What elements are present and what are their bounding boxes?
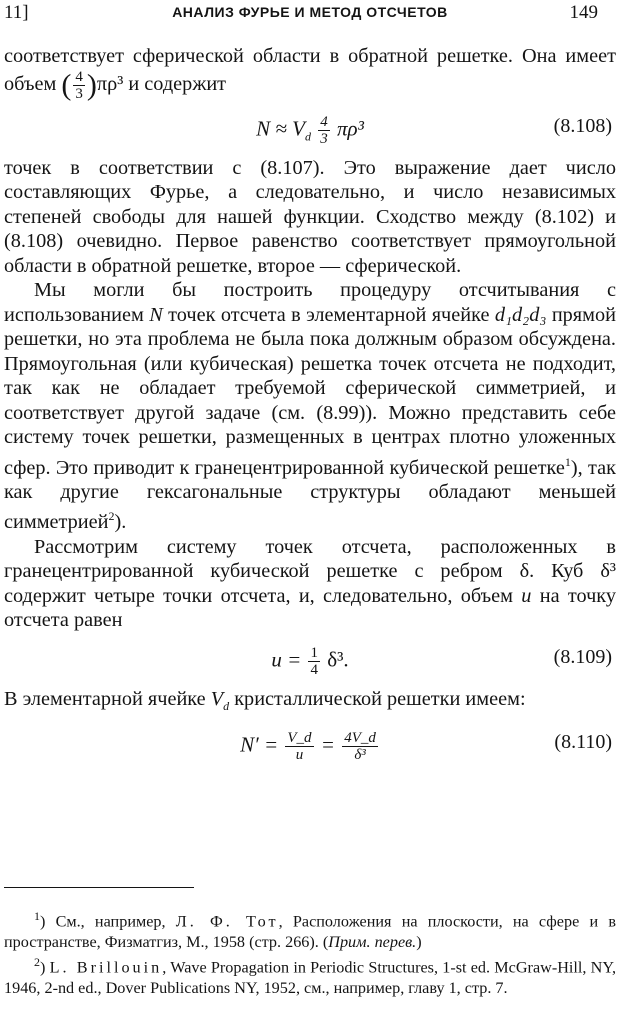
left-paren: ( (61, 68, 72, 101)
var-V: V (210, 687, 224, 710)
eq-sub: d (304, 129, 311, 143)
fn1-author: Л. Ф. Тот (175, 912, 279, 931)
frac-num: 4 (320, 113, 328, 130)
running-header (0, 2, 620, 30)
fraction-4-3 (73, 69, 85, 102)
p3-text-b: точек отсчета в элементарной ячейке (162, 303, 495, 326)
eq-fraction (318, 114, 330, 147)
var-sub: d (223, 698, 230, 713)
equation-8-110 (4, 718, 616, 772)
p3-text-d: ), так как другие гексагональные структуры обладают меньшей симметрией (4, 456, 616, 534)
page-body (4, 44, 616, 772)
eq-rhs: δ³. (321, 646, 349, 671)
page-number: 149 (569, 2, 598, 23)
footnote-2 (4, 952, 616, 998)
footnote-rule (4, 887, 194, 888)
fn1-text-a: ) См., например, (40, 912, 176, 931)
p3-text-e: ). (114, 511, 127, 534)
running-title: АНАЛИЗ ФУРЬЕ И МЕТОД ОТСЧЕТОВ (172, 4, 448, 20)
var-cell: d₁d₂d₃ (494, 303, 547, 326)
footnote-mark: 1 (34, 909, 40, 923)
right-paren: ) (86, 68, 97, 101)
paragraph-4 (4, 535, 616, 633)
fn2-author: L. Brillouin (49, 958, 163, 977)
fn1-note: Прим. перев. (328, 932, 417, 951)
equation-8-109-body (4, 645, 616, 678)
equation-8-110-body (4, 730, 616, 763)
frac-den: 3 (75, 85, 83, 102)
footnotes (4, 906, 616, 999)
eq-fraction-2 (342, 730, 378, 763)
fn2-text-b: , Wave Propagation in Periodic Structures, 1-st ed. McGraw-Hill, NY, 1946, 2-nd ed., Dover Publications NY, 1952, см., например, главу 1, стр. 7. (4, 958, 616, 998)
paragraph-5 (4, 687, 616, 719)
p4-text-b: на точку отсчета равен (4, 584, 616, 632)
frac-num: V_d (287, 730, 312, 747)
frac-num: 4V_d (344, 730, 376, 747)
eq-fraction (308, 645, 320, 678)
frac-den: u (295, 747, 304, 764)
equation-number: (8.110) (554, 731, 612, 754)
p4-text-a: Рассмотрим систему точек отсчета, расположенных в гранецентрированной кубической решетке с ребром δ. Куб δ³ содержит четыре точки отсчета, и, следовательно, объем (4, 535, 616, 607)
equation-number: (8.108) (553, 114, 612, 137)
fn2-text-a: ) (40, 958, 50, 977)
fn1-text-b: , Расположения на плоскости, на сфере и в пространстве, Физматгиз, М., 1958 (стр. 266). ( (4, 912, 616, 951)
p3-text-a: Мы могли бы построить процедуру отсчитывания с использованием (4, 279, 616, 326)
eq-fraction-1 (285, 730, 313, 763)
p5-text-a: В элементарной ячейке (4, 687, 211, 710)
equation-8-109 (4, 633, 616, 687)
section-number: 11] (4, 2, 29, 23)
p5-text-b: кристаллической решетки имеем: (229, 687, 526, 710)
frac-num: 4 (75, 68, 83, 85)
equation-8-108-body (4, 114, 616, 149)
paragraph-1-text: соответствует сферической области в обратной решетке. Она имеет объем (4, 45, 616, 95)
p3-text-c: прямой решетки, но эта проблема не была пока должным образом обсуждена. Прямоугольная (или кубическая) решетка точек отсчета не подходит, так как не обладает требуемой сферической симметрией, и соответствует другой задаче (см. (8.99)). Можно представить себе систему точек решетки, размещенных в центрах плотно уложенных сфер. Это приводит к гранецентрированной кубической решетке (4, 303, 616, 479)
eq-rhs: πρ³ (331, 115, 364, 140)
paragraph-1 (4, 44, 616, 102)
equation-8-108 (4, 102, 616, 156)
fn1-text-c: ) (416, 932, 422, 951)
var-N: N (149, 303, 163, 326)
footnote-ref-1: 1 (564, 454, 571, 469)
paragraph-2: точек в соответствии с (8.107). Это выражение дает число составляющих Фурье, а следовательно, и число независимых степеней свободы для нашей функции. Сходство между (8.102) и (8.108) очевидно. Первое равенство соответствует прямоугольной области в обратной решетке, второе — сферической. (4, 156, 616, 277)
frac-num: 1 (310, 644, 318, 661)
footnote-ref-2: 2 (108, 509, 115, 524)
footnote-1 (4, 906, 616, 952)
paragraph-3 (4, 278, 616, 535)
eq-mid: = (315, 732, 341, 757)
footnote-mark: 2 (34, 955, 40, 970)
paragraph-1-tail: πρ³ и содержит (96, 72, 227, 95)
frac-den: δ³ (354, 747, 366, 764)
var-u: u (521, 584, 532, 607)
eq-lhs: N′ = (240, 732, 284, 757)
frac-den: 4 (310, 661, 318, 678)
eq-lhs: N ≈ V (256, 115, 305, 140)
frac-den: 3 (320, 130, 328, 147)
equation-number: (8.109) (553, 645, 612, 668)
eq-lhs: u = (271, 646, 307, 671)
